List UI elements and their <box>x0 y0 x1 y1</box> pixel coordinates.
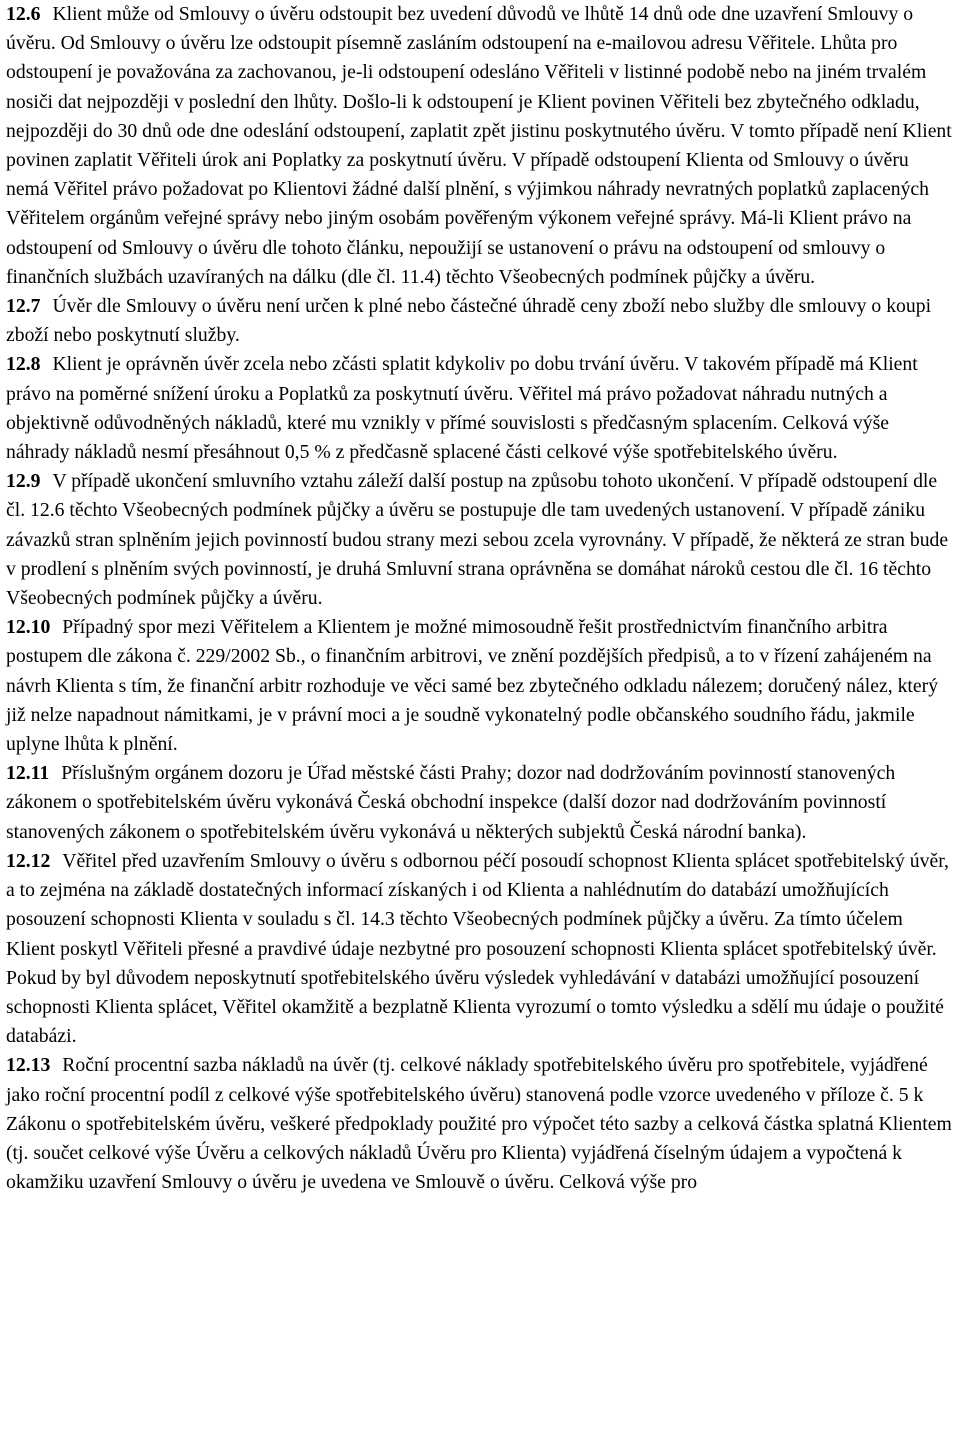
paragraph-text: Roční procentní sazba nákladů na úvěr (tj. celkové náklady spotřebitelského úvěru pro spotřebitele, vyjádřené jako roční procentní podíl z celkové výše spotřebitelského úvěru) stanovená podle vzorce uvedeného v příloze č. 5 k Zákonu o spotřebitelském úvěru, veškeré předpoklady použité pro výpočet této sazby a celková částka splatná Klientem (tj. součet celkové výše Úvěru a celkových nákladů Úvěru pro Klienta) vyjádřená číselným údajem a vypočtená k okamžiku uzavření Smlouvy o úvěru je uvedena ve Smlouvě o úvěru. Celková výše pro <box>6 1054 952 1194</box>
paragraph-12-11 <box>6 759 956 847</box>
paragraph-number: 12.9 <box>6 470 41 493</box>
paragraph-text: V případě ukončení smluvního vztahu záleží další postup na způsobu tohoto ukončení. V případě odstoupení dle čl. 12.6 těchto Všeobecných podmínek půjčky a úvěru se postupuje dle tam uvedených ustanovení. V případě zániku závazků stran splněním jejich povinností budou strany mezi sebou zcela vyrovnány. V případě, že některá ze stran bude v prodlení s plněním svých povinností, je druhá Smluvní strana oprávněna se domáhat nároků cestou dle čl. 16 těchto Všeobecných podmínek půjčky a úvěru. <box>6 470 949 610</box>
paragraph-number: 12.13 <box>6 1054 51 1077</box>
paragraph-12-8 <box>6 350 956 467</box>
paragraph-number: 12.7 <box>6 295 41 318</box>
paragraph-number: 12.8 <box>6 353 41 376</box>
paragraph-12-12 <box>6 847 956 1051</box>
paragraph-12-6 <box>6 0 956 292</box>
paragraph-text: Věřitel před uzavřením Smlouvy o úvěru s odbornou péčí posoudí schopnost Klienta splácet spotřebitelský úvěr, a to zejména na základě dostatečných informací získaných i od Klienta a nahlédnutím do databází umožňujících posouzení schopnosti Klienta v souladu s čl. 14.3 těchto Všeobecných podmínek půjčky a úvěru. Za tímto účelem Klient poskytl Věřiteli přesné a pravdivé údaje nezbytné pro posouzení schopnosti Klienta splácet spotřebitelský úvěr. Pokud by byl důvodem neposkytnutí spotřebitelského úvěru výsledek vyhledávání v databázi umožňující posouzení schopnosti Klienta splácet, Věřitel okamžitě a bezplatně Klienta vyrozumí o tomto výsledku a sdělí mu údaje o použité databázi. <box>6 849 949 1048</box>
paragraph-number: 12.11 <box>6 762 50 785</box>
paragraph-number: 12.6 <box>6 3 41 25</box>
paragraph-number: 12.12 <box>6 849 51 872</box>
paragraph-text: Příslušným orgánem dozoru je Úřad městské části Prahy; dozor nad dodržováním povinností stanovených zákonem o spotřebitelském úvěru vykonává Česká obchodní inspekce (další dozor nad dodržováním povinností stanovených zákonem o spotřebitelském úvěru vykonává u některých subjektů Česká národní banka). <box>6 762 896 843</box>
paragraph-text: Klient může od Smlouvy o úvěru odstoupit bez uvedení důvodů ve lhůtě 14 dnů ode dne uzavření Smlouvy o úvěru. Od Smlouvy o úvěru lze odstoupit písemně zasláním odstoupení na e-mailovou adresu Věřitele. Lhůta pro odstoupení je považována za zachovanou, je-li odstoupení odesláno Věřiteli v listinné podobě nebo na jiném trvalém nosiči dat nejpozději v poslední den lhůty. Došlo-li k odstoupení je Klient povinen Věřiteli bez zbytečného odkladu, nejpozději do 30 dnů ode dne odeslání odstoupení, zaplatit zpět jistinu poskytnutého úvěru. V tomto případě není Klient povinen zaplatit Věřiteli úrok ani Poplatky za poskytnutí úvěru. V případě odstoupení Klienta od Smlouvy o úvěru nemá Věřitel právo požadovat po Klientovi žádné další plnění, s výjimkou náhrady nevratných poplatků zaplacených Věřitelem orgánům veřejné správy nebo jiným osobám pověřeným výkonem veřejné správy. Má-li Klient právo na odstoupení od Smlouvy o úvěru dle tohoto článku, nepoužijí se ustanovení o právu na odstoupení od smlouvy o finančních službách uzavíraných na dálku (dle čl. 11.4) těchto Všeobecných podmínek půjčky a úvěru. <box>6 3 952 288</box>
document-page <box>6 0 956 1197</box>
paragraph-number: 12.10 <box>6 616 51 639</box>
paragraph-text: Případný spor mezi Věřitelem a Klientem je možné mimosoudně řešit prostřednictvím finančního arbitra postupem dle zákona č. 229/2002 Sb., o finančním arbitrovi, ve znění pozdějších předpisů, a to v řízení zahájeném na návrh Klienta s tím, že finanční arbitr rozhoduje ve věci samé bez zbytečného odkladu nálezem; doručený nález, který již nelze napadnout námitkami, je v právní moci a je soudně vykonatelný podle občanského soudního řádu, jakmile uplyne lhůta k plnění. <box>6 616 939 756</box>
paragraph-text: Úvěr dle Smlouvy o úvěru není určen k plné nebo částečné úhradě ceny zboží nebo služby dle smlouvy o koupi zboží nebo poskytnutí služby. <box>6 295 932 347</box>
paragraph-12-10 <box>6 613 956 759</box>
paragraph-12-7 <box>6 292 956 350</box>
paragraph-12-13 <box>6 1051 956 1197</box>
paragraph-12-9 <box>6 467 956 613</box>
paragraph-text: Klient je oprávněn úvěr zcela nebo zčásti splatit kdykoliv po dobu trvání úvěru. V takovém případě má Klient právo na poměrné snížení úroku a Poplatků za poskytnutí úvěru. Věřitel má právo požadovat náhradu nutných a objektivně odůvodněných nákladů, které mu vznikly v přímé souvislosti s předčasným splacením. Celková výše náhrady nákladů nesmí přesáhnout 0,5 % z předčasně splacené části celkové výše spotřebitelského úvěru. <box>6 353 918 464</box>
